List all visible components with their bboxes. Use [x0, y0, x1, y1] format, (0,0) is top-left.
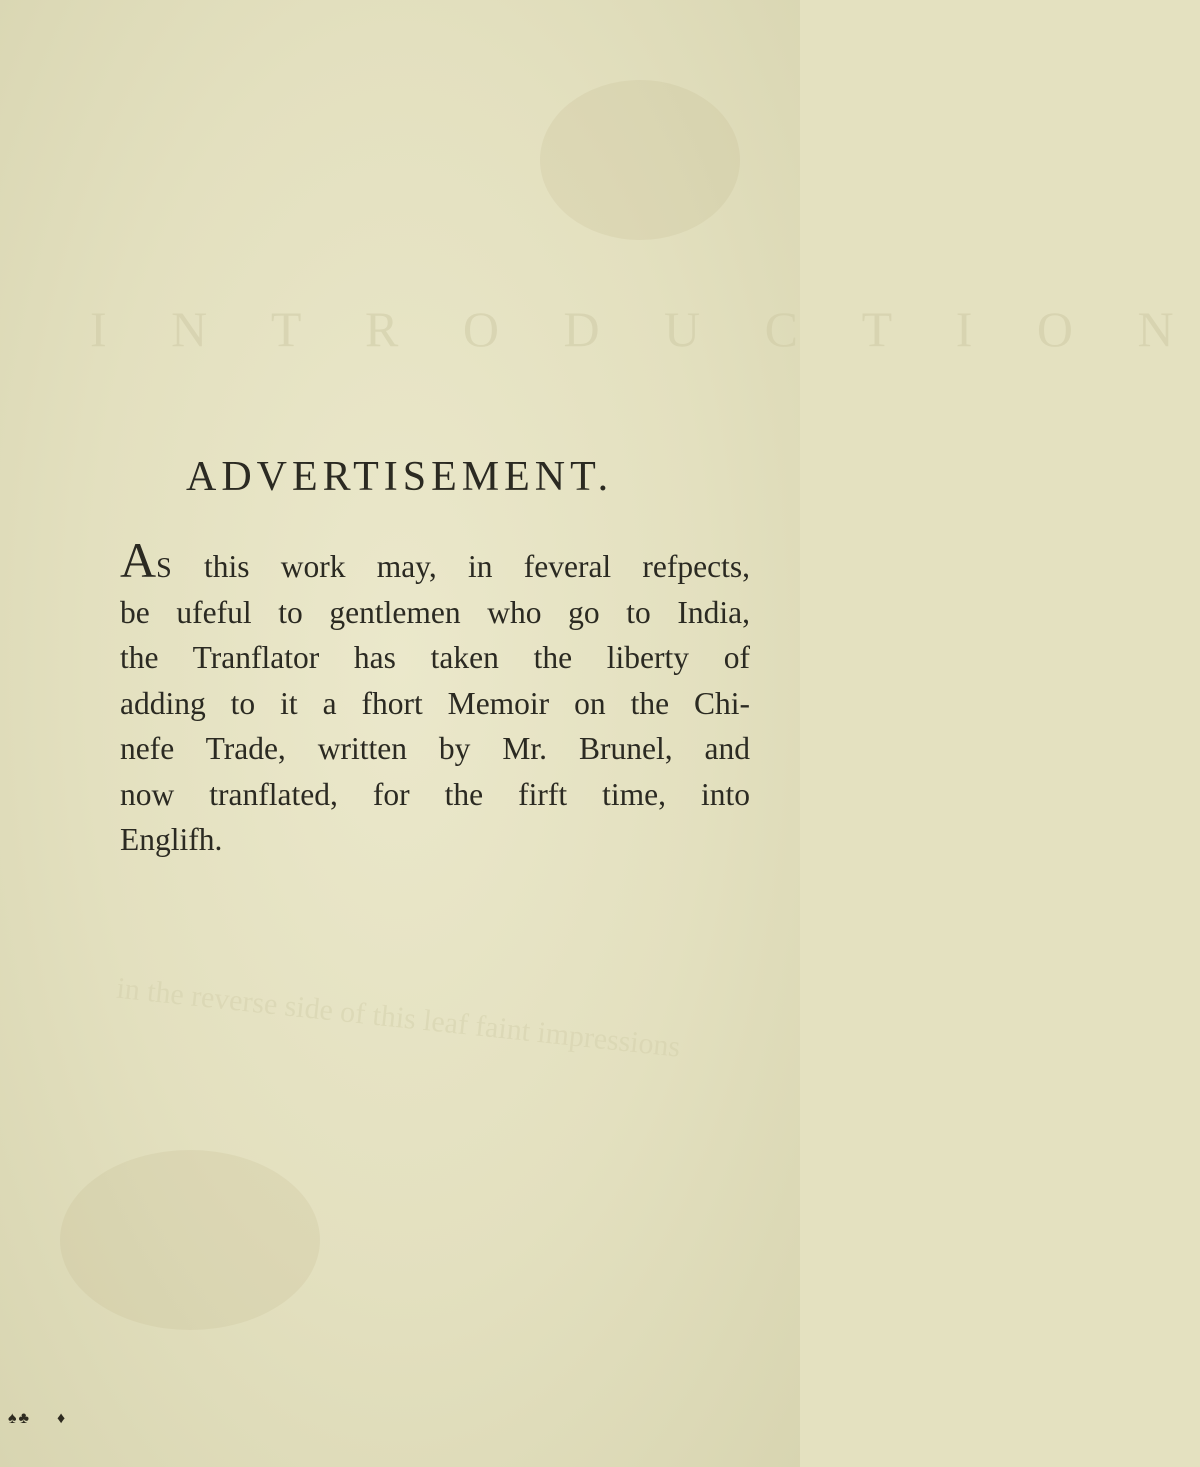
paragraph-line-6: now tranflated, for the firft time, into — [120, 776, 750, 812]
paragraph-line-1 — [120, 532, 750, 590]
paragraph-line-4: adding to it a fhort Memoir on the Chi- — [120, 685, 750, 721]
drop-cap: A — [120, 532, 157, 588]
printer-ornament — [8, 1410, 67, 1428]
small-caps-letter: S — [156, 553, 173, 584]
paragraph-line-7: Englifh. — [120, 822, 223, 857]
paragraph-line-5: nefe Trade, written by Mr. Brunel, and — [120, 731, 750, 766]
paper-stain — [540, 80, 740, 240]
advertisement-paragraph — [120, 532, 750, 863]
paragraph-line-3: the Tranflator has taken the liberty of — [120, 640, 750, 675]
ornament-glyph-right: ♦ — [57, 1410, 68, 1427]
paragraph-line-text: this work may, in feveral refpects, — [172, 549, 750, 584]
page-heading: ADVERTISEMENT. — [186, 454, 614, 500]
paragraph-line-2: be ufeful to gentlemen who go to India, — [120, 594, 750, 630]
ornament-glyph-left: ♠♣ — [8, 1410, 31, 1427]
reverse-bleed-through-text: in the reverse side of this leaf faint impressions — [115, 971, 682, 1064]
paper-stain — [60, 1150, 320, 1330]
reverse-bleed-through: I N T R O D U C T I O N — [90, 301, 1200, 357]
